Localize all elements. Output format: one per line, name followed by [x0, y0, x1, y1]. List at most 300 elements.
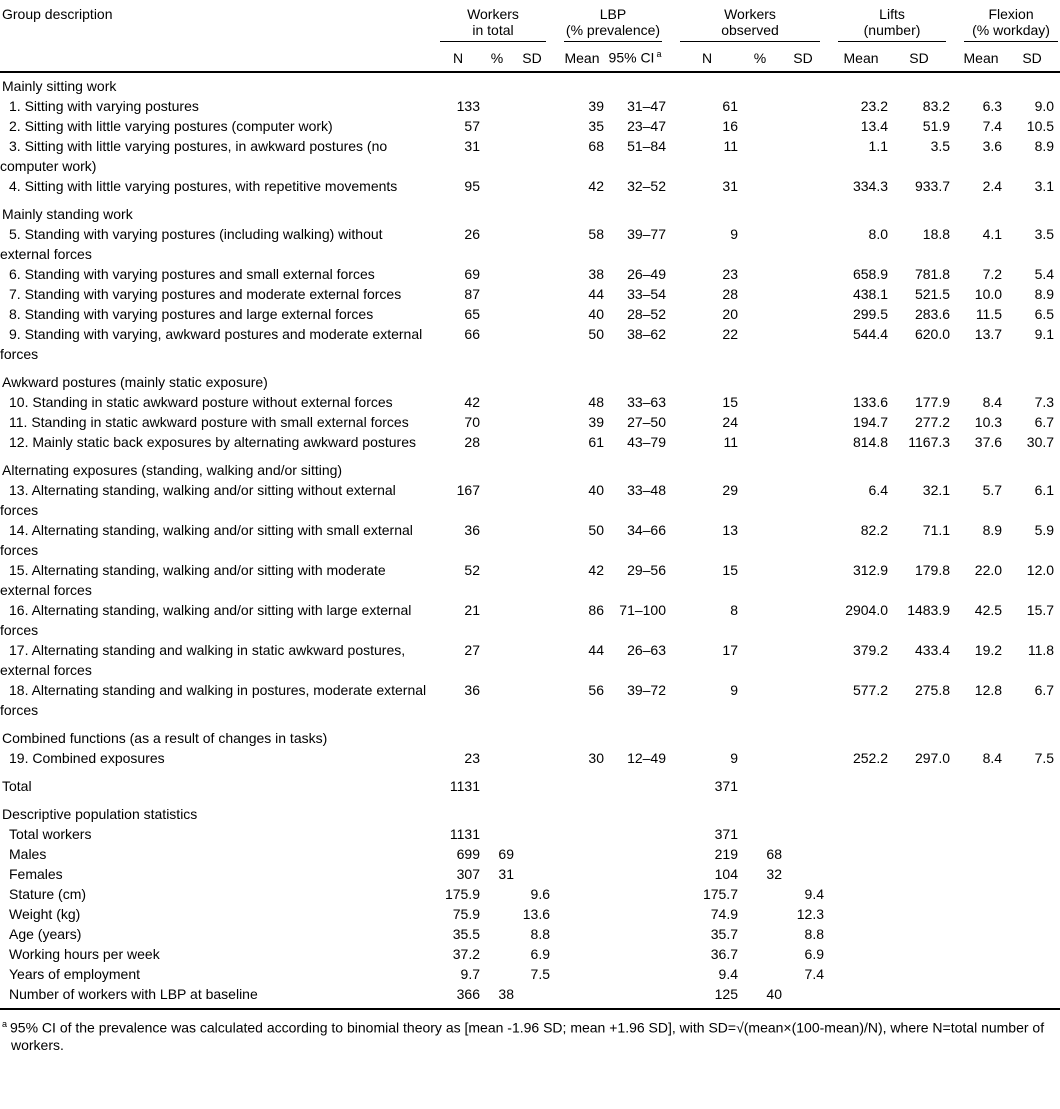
cell-wt-sd — [514, 844, 550, 864]
cell-wo-sd: 6.9 — [804, 945, 825, 962]
cell-flex-mean — [960, 964, 1002, 984]
header-spacer — [950, 42, 960, 72]
cell-wo-sd — [782, 984, 824, 1009]
spacer-cell — [550, 432, 560, 452]
cell-wt-sd — [514, 520, 550, 560]
spacer-cell — [550, 560, 560, 600]
cell-wo-n: 35.7 — [710, 925, 738, 942]
spacer-cell — [950, 864, 960, 884]
cell-flex-mean — [960, 196, 1002, 224]
cell-flex-mean: 22.0 — [974, 561, 1003, 578]
cell-lbp-mean: 42 — [588, 177, 604, 194]
spacer-cell — [550, 720, 560, 748]
cell-wo-n: 17 — [722, 641, 738, 658]
spacer-cell — [550, 412, 560, 432]
cell-wt-n — [436, 364, 480, 392]
cell-wo-sd — [782, 392, 824, 412]
row-label: Males — [9, 845, 47, 862]
cell-flex-mean — [960, 984, 1002, 1009]
cell-wt-n: 28 — [464, 433, 480, 450]
cell-wt-n — [436, 720, 480, 748]
cell-wo-n: 15 — [722, 561, 738, 578]
group-label-line: observed — [721, 22, 779, 38]
cell-wt-n: 307 — [456, 865, 480, 882]
spacer-cell — [950, 904, 960, 924]
cell-wo-n: 9 — [730, 225, 738, 242]
cell-wt-pct — [480, 964, 514, 984]
cell-flex-mean: 8.4 — [982, 393, 1003, 410]
cell-lifts-mean — [834, 984, 888, 1009]
cell-flex-sd: 6.7 — [1034, 681, 1055, 698]
spacer-cell — [550, 924, 560, 944]
cell-wt-n: 133 — [456, 97, 480, 114]
section-row — [0, 196, 1060, 224]
cell-wo-sd: 8.8 — [804, 925, 825, 942]
cell-wo-pct — [738, 364, 782, 392]
cell-lbp-ci — [604, 72, 666, 96]
cell-lbp-mean — [560, 796, 604, 824]
cell-lbp-ci — [604, 768, 666, 796]
spacer-cell — [550, 680, 560, 720]
cell-wt-pct — [480, 520, 514, 560]
cell-lifts-sd: 1167.3 — [908, 433, 951, 450]
cell-wo-n: 16 — [722, 117, 738, 134]
spacer-cell — [824, 480, 834, 520]
cell-wo-sd — [782, 452, 824, 480]
cell-flex-sd: 15.7 — [1026, 601, 1055, 618]
group-label-line: Workers — [467, 6, 519, 22]
col-header-flexion-mean: Mean — [960, 42, 1002, 72]
group-label-line: in total — [472, 22, 514, 38]
cell-flex-mean — [960, 904, 1002, 924]
cell-wt-n: 1131 — [449, 825, 480, 842]
cell-flex-sd: 10.5 — [1026, 117, 1055, 134]
cell-wt-pct — [480, 600, 514, 640]
table-body — [0, 72, 1060, 1009]
header-spacer — [550, 42, 560, 72]
row-label: Stature (cm) — [9, 885, 87, 902]
cell-lifts-sd: 521.5 — [914, 285, 951, 302]
cell-wt-pct — [480, 640, 514, 680]
cell-wo-n: 61 — [722, 97, 738, 114]
spacer-cell — [550, 72, 560, 96]
cell-wt-sd — [514, 824, 550, 844]
table-row — [0, 680, 1060, 720]
cell-lifts-mean: 814.8 — [852, 433, 889, 450]
cell-lifts-sd: 1483.9 — [907, 601, 951, 618]
col-header-lbp-mean: Mean — [560, 42, 604, 72]
cell-lbp-ci: 23–47 — [627, 117, 666, 134]
cell-lbp-mean — [560, 884, 604, 904]
spacer-cell — [950, 748, 960, 768]
spacer-cell — [550, 392, 560, 412]
cell-wo-sd — [782, 520, 824, 560]
cell-flex-sd — [1002, 964, 1060, 984]
cell-wt-pct — [480, 364, 514, 392]
cell-lbp-ci: 39–72 — [627, 681, 666, 698]
cell-wt-n: 31 — [464, 137, 480, 154]
cell-lbp-ci: 31–47 — [627, 97, 666, 114]
row-label: 8. Standing with varying postures and large external forces — [9, 305, 374, 322]
cell-flex-mean: 4.1 — [982, 225, 1003, 242]
cell-lifts-sd: 933.7 — [914, 177, 951, 194]
row-label: 7. Standing with varying postures and moderate external forces — [9, 285, 402, 302]
cell-wt-pct — [480, 392, 514, 412]
cell-lbp-ci — [604, 796, 666, 824]
cell-wo-sd — [782, 196, 824, 224]
cell-wo-pct — [738, 392, 782, 412]
cell-wt-n: 70 — [464, 413, 480, 430]
spacer-cell — [666, 560, 676, 600]
row-label: Number of workers with LBP at baseline — [0, 984, 436, 1009]
cell-lbp-mean: 50 — [588, 325, 604, 342]
cell-lifts-sd — [888, 964, 950, 984]
cell-lbp-mean: 42 — [588, 561, 604, 578]
spacer-cell — [824, 304, 834, 324]
spacer-cell — [550, 600, 560, 640]
cell-flex-mean: 8.9 — [982, 521, 1003, 538]
cell-lifts-mean — [834, 824, 888, 844]
cell-wo-pct — [738, 824, 782, 844]
cell-lifts-mean: 6.4 — [868, 481, 889, 498]
cell-wo-pct: 40 — [738, 984, 782, 1009]
group-label-line: (number) — [863, 22, 921, 38]
cell-wo-pct — [738, 560, 782, 600]
cell-wt-pct — [480, 116, 514, 136]
cell-wo-sd — [782, 796, 824, 824]
row-label: Alternating exposures (standing, walking and/or sitting) — [2, 461, 343, 478]
spacer-cell — [550, 864, 560, 884]
spacer-cell — [950, 600, 960, 640]
cell-lbp-mean — [560, 964, 604, 984]
spacer-cell — [550, 304, 560, 324]
spacer-cell — [666, 364, 676, 392]
table-row — [0, 116, 1060, 136]
spacer-cell — [666, 904, 676, 924]
cell-lbp-mean: 48 — [588, 393, 604, 410]
col-group-lifts-number — [834, 4, 950, 42]
row-label: 6. Standing with varying postures and small external forces — [9, 265, 375, 282]
row-label: 19. Combined exposures — [9, 749, 165, 766]
cell-lbp-ci: 28–52 — [627, 305, 666, 322]
cell-wo-n: 29 — [722, 481, 738, 498]
cell-lbp-mean — [560, 768, 604, 796]
cell-flex-mean — [960, 768, 1002, 796]
spacer-cell — [824, 520, 834, 560]
cell-wt-n: 23 — [464, 749, 480, 766]
spacer-cell — [666, 432, 676, 452]
col-header-workers-total-sd: SD — [514, 42, 550, 72]
cell-wt-n: 75.9 — [452, 905, 480, 922]
row-label: 9. Standing with varying, awkward postures and moderate external forces — [0, 325, 423, 362]
cell-flex-sd: 6.7 — [1034, 413, 1055, 430]
cell-lifts-sd: 433.4 — [914, 641, 951, 658]
cell-lbp-ci: 29–56 — [627, 561, 666, 578]
cell-wt-pct — [480, 720, 514, 748]
cell-lbp-ci — [604, 904, 666, 924]
cell-flex-mean — [960, 844, 1002, 864]
cell-lifts-mean: 658.9 — [852, 265, 889, 282]
spacer-cell — [666, 924, 676, 944]
table-row — [0, 520, 1060, 560]
cell-wo-pct — [738, 284, 782, 304]
table-row — [0, 864, 1060, 884]
cell-flex-sd — [1002, 844, 1060, 864]
spacer-cell — [550, 264, 560, 284]
cell-flex-sd — [1002, 364, 1060, 392]
cell-wo-pct — [738, 432, 782, 452]
cell-lifts-sd — [888, 72, 950, 96]
cell-wo-sd: 7.4 — [804, 965, 825, 982]
cell-flex-mean: 11.5 — [975, 305, 1003, 322]
spacer-cell — [666, 480, 676, 520]
cell-flex-mean — [960, 864, 1002, 884]
cell-wt-sd — [514, 224, 550, 264]
spacer-cell — [824, 904, 834, 924]
row-label: 2. Sitting with little varying postures (computer work) — [9, 117, 333, 134]
spacer-cell — [950, 796, 960, 824]
cell-flex-sd — [1002, 824, 1060, 844]
spacer-cell — [666, 884, 676, 904]
table-row — [0, 600, 1060, 640]
header-spacer — [824, 4, 834, 42]
cell-flex-mean: 37.6 — [974, 433, 1003, 450]
cell-wt-pct — [480, 264, 514, 284]
cell-lbp-ci — [604, 964, 666, 984]
cell-lbp-mean — [560, 864, 604, 884]
cell-flex-mean — [960, 452, 1002, 480]
cell-lifts-sd: 32.1 — [922, 481, 951, 498]
cell-lbp-mean — [560, 364, 604, 392]
cell-lbp-mean: 56 — [588, 681, 604, 698]
spacer-cell — [824, 560, 834, 600]
spacer-cell — [666, 600, 676, 640]
spacer-cell — [824, 196, 834, 224]
cell-wt-n: 175.9 — [444, 885, 480, 902]
spacer-cell — [666, 72, 676, 96]
spacer-cell — [824, 324, 834, 364]
cell-lifts-sd — [888, 452, 950, 480]
row-label: 10. Standing in static awkward posture without external forces — [9, 393, 393, 410]
cell-lifts-sd — [888, 884, 950, 904]
cell-flex-sd — [1002, 884, 1060, 904]
cell-wo-pct — [738, 224, 782, 264]
cell-lbp-ci — [604, 924, 666, 944]
cell-flex-mean — [960, 720, 1002, 748]
cell-wo-n: 22 — [722, 325, 738, 342]
cell-wt-n — [436, 452, 480, 480]
col-header-workers-observed-n: N — [676, 42, 738, 72]
spacer-cell — [550, 176, 560, 196]
cell-lbp-ci: 38–62 — [627, 325, 666, 342]
spacer-cell — [950, 432, 960, 452]
col-header-workers-observed-sd: SD — [782, 42, 824, 72]
cell-wt-sd: 7.5 — [530, 965, 550, 982]
cell-wo-sd — [782, 304, 824, 324]
cell-lbp-mean — [560, 924, 604, 944]
spacer-cell — [824, 796, 834, 824]
cell-lifts-mean — [834, 884, 888, 904]
cell-lbp-mean: 50 — [588, 521, 604, 538]
cell-wt-n — [436, 196, 480, 224]
cell-wt-pct — [480, 748, 514, 768]
cell-lbp-mean: 40 — [588, 481, 604, 498]
group-header-row — [0, 4, 1060, 42]
cell-lbp-ci — [604, 452, 666, 480]
spacer-cell — [824, 96, 834, 116]
row-label: 16. Alternating standing, walking and/or sitting with large external forces — [0, 601, 412, 638]
cell-wt-sd — [514, 72, 550, 96]
cell-flex-sd — [1002, 768, 1060, 796]
table-row — [0, 480, 1060, 520]
cell-wt-sd — [514, 864, 550, 884]
spacer-cell — [666, 196, 676, 224]
spacer-cell — [666, 680, 676, 720]
cell-lifts-mean: 82.2 — [860, 521, 889, 538]
cell-lbp-ci: 51–84 — [627, 137, 666, 154]
col-header-group-description: Group description — [0, 4, 436, 72]
cell-wo-pct — [738, 720, 782, 748]
cell-lbp-ci: 26–63 — [627, 641, 666, 658]
spacer-cell — [824, 964, 834, 984]
cell-lifts-sd — [888, 768, 950, 796]
cell-wo-n: 11 — [723, 433, 738, 450]
cell-wo-pct — [738, 680, 782, 720]
cell-wt-sd: 13.6 — [522, 905, 550, 922]
spacer-cell — [950, 640, 960, 680]
cell-lifts-mean — [834, 904, 888, 924]
cell-lbp-ci — [604, 196, 666, 224]
spacer-cell — [824, 768, 834, 796]
cell-wo-pct — [738, 520, 782, 560]
row-label: 4. Sitting with little varying postures, with repetitive movements — [9, 177, 398, 194]
cell-lifts-sd: 297.0 — [914, 749, 951, 766]
cell-wo-sd — [782, 480, 824, 520]
cell-wo-pct — [738, 796, 782, 824]
spacer-cell — [824, 884, 834, 904]
spacer-cell — [950, 944, 960, 964]
cell-wo-n — [676, 796, 738, 824]
cell-lbp-mean — [560, 720, 604, 748]
table-row — [0, 924, 1060, 944]
spacer-cell — [666, 176, 676, 196]
cell-wo-pct — [738, 904, 782, 924]
table-row — [0, 224, 1060, 264]
cell-flex-sd — [1002, 796, 1060, 824]
spacer-cell — [950, 224, 960, 264]
cell-lbp-mean: 35 — [588, 117, 604, 134]
cell-flex-sd — [1002, 904, 1060, 924]
cell-wo-pct — [738, 196, 782, 224]
table-row — [0, 264, 1060, 284]
spacer-cell — [824, 640, 834, 680]
cell-flex-mean: 19.2 — [974, 641, 1003, 658]
table-row — [0, 136, 1060, 176]
table-row — [0, 824, 1060, 844]
cell-lbp-mean — [560, 72, 604, 96]
cell-lifts-mean — [834, 964, 888, 984]
cell-wo-n: 28 — [722, 285, 738, 302]
cell-wt-pct — [480, 680, 514, 720]
cell-wt-n: 36 — [464, 681, 480, 698]
spacer-cell — [824, 412, 834, 432]
row-label: Total workers — [9, 825, 92, 842]
cell-flex-sd — [1002, 72, 1060, 96]
spacer-cell — [550, 364, 560, 392]
cell-lifts-sd: 83.2 — [922, 97, 951, 114]
row-label: 14. Alternating standing, walking and/or sitting with small external forces — [0, 521, 413, 558]
group-label-line: Workers — [724, 6, 776, 22]
cell-lbp-mean: 68 — [588, 137, 604, 154]
spacer-cell — [824, 432, 834, 452]
cell-wt-sd — [514, 748, 550, 768]
cell-lbp-mean — [560, 452, 604, 480]
cell-wt-pct — [480, 824, 514, 844]
cell-lifts-mean — [834, 364, 888, 392]
spacer-cell — [950, 324, 960, 364]
cell-wt-sd — [514, 720, 550, 748]
cell-flex-sd — [1002, 864, 1060, 884]
cell-flex-sd: 12.0 — [1026, 561, 1055, 578]
cell-wt-sd — [514, 136, 550, 176]
cell-lifts-sd — [888, 824, 950, 844]
cell-flex-sd: 5.4 — [1034, 265, 1055, 282]
cell-wt-sd — [514, 452, 550, 480]
cell-lbp-mean — [560, 984, 604, 1009]
table-row — [0, 412, 1060, 432]
cell-wo-n — [676, 452, 738, 480]
cell-lbp-mean: 44 — [588, 285, 604, 302]
cell-flex-sd — [1002, 452, 1060, 480]
cell-wt-n: 366 — [436, 984, 480, 1009]
spacer-cell — [666, 284, 676, 304]
cell-lifts-sd: 71.1 — [922, 521, 951, 538]
cell-flex-mean: 42.5 — [974, 601, 1003, 618]
header-spacer — [550, 4, 560, 42]
cell-wo-sd — [782, 96, 824, 116]
cell-lbp-ci: 34–66 — [627, 521, 666, 538]
cell-wt-sd: 8.8 — [530, 925, 550, 942]
cell-wt-sd — [514, 600, 550, 640]
col-header-workers-total-pct: % — [480, 42, 514, 72]
spacer-cell — [950, 96, 960, 116]
cell-wt-n: 26 — [464, 225, 480, 242]
spacer-cell — [666, 864, 676, 884]
cell-flex-mean: 12.8 — [974, 681, 1003, 698]
cell-wo-n: 11 — [723, 137, 738, 154]
cell-wt-sd — [514, 640, 550, 680]
cell-lifts-mean — [834, 768, 888, 796]
cell-lbp-mean — [560, 844, 604, 864]
spacer-cell — [550, 284, 560, 304]
cell-flex-mean: 5.7 — [982, 481, 1003, 498]
col-group-lbp-prevalence — [560, 4, 666, 42]
section-row — [0, 768, 1060, 796]
cell-lifts-mean: 438.1 — [852, 285, 889, 302]
cell-wo-n: 104 — [714, 865, 738, 882]
spacer-cell — [824, 824, 834, 844]
col-header-lifts-sd: SD — [888, 42, 950, 72]
cell-wt-pct — [480, 284, 514, 304]
cell-lbp-mean: 38 — [588, 265, 604, 282]
spacer-cell — [666, 136, 676, 176]
cell-lifts-sd: 620.0 — [914, 325, 951, 342]
cell-wt-n: 35.5 — [452, 925, 480, 942]
cell-wo-pct — [738, 412, 782, 432]
spacer-cell — [666, 324, 676, 364]
cell-lifts-mean: 1.1 — [868, 137, 889, 154]
cell-wt-pct — [480, 560, 514, 600]
